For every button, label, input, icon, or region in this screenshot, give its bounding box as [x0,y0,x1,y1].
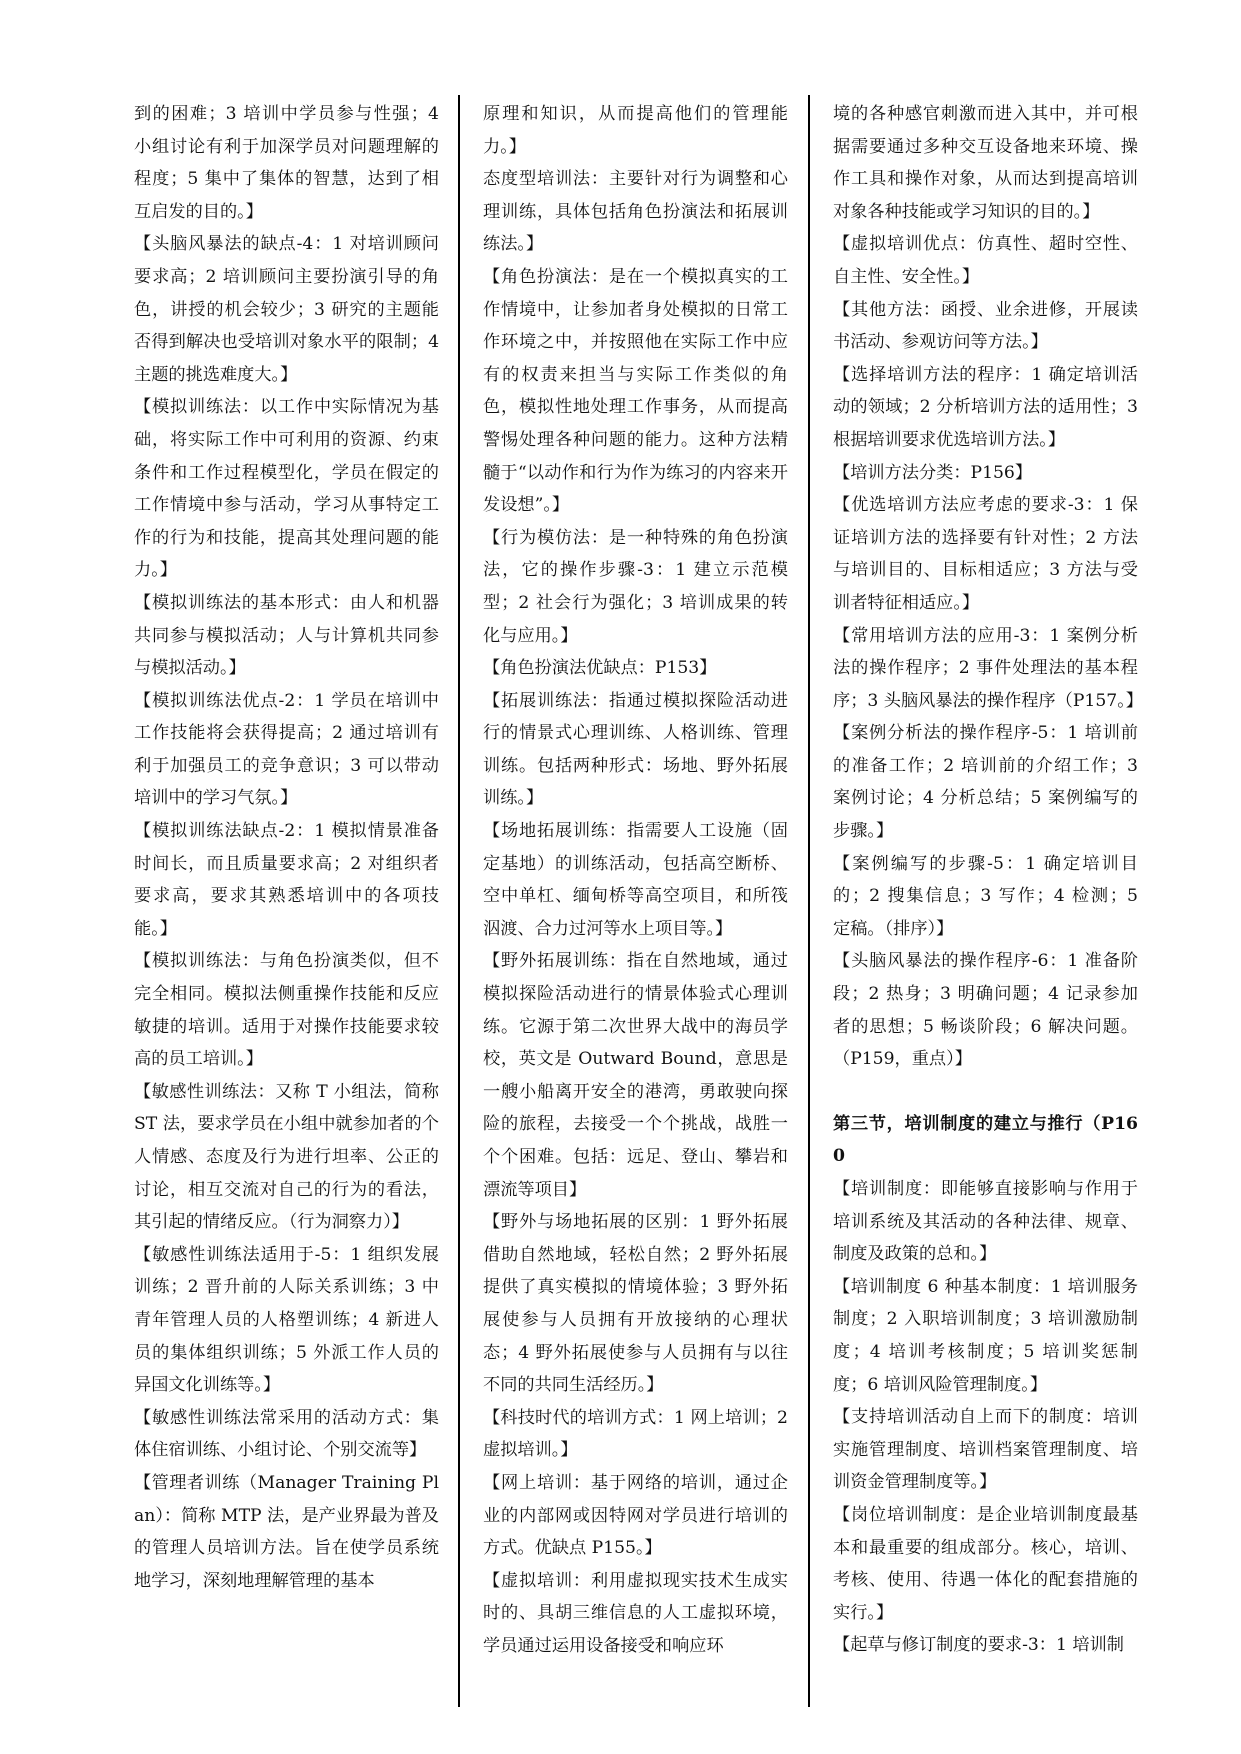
paragraph: 【角色扮演法优缺点：P153】 [483,658,717,679]
paragraph: 【野外拓展训练：指在自然地域，通过模拟探险活动进行的情景体验式心理训练。它源于第二次世界大战中的海员学校，英文是 Outward Bound，意思是一艘小船离开安全的港湾，勇敢驶向探险的旅程，去接受一个个挑战，战胜一个个困难。包括：远足、登山、攀岩和漂流等项目】 [483,951,788,1200]
paragraph: 【模拟训练法：以工作中实际情况为基础，将实际工作中可利用的资源、约束条件和工作过程模型化，学员在假定的工作情境中参与活动，学习从事特定工作的行为和技能，提高其处理问题的能力。】 [134,397,439,581]
paragraph: 【场地拓展训练：指需要人工设施（固定基地）的训练活动，包括高空断桥、空中单杠、缅甸桥等高空项目，和所筏泅渡、合力过河等水上项目等。】 [483,821,788,939]
paragraph: 【网上培训：基于网络的培训，通过企业的内部网或因特网对学员进行培训的方式。优缺点 P155。】 [483,1472,788,1559]
column-divider [458,95,460,1707]
text-column-right [833,98,1143,1662]
paragraph: 【模拟训练法优点-2：1 学员在培训中工作技能将会获得提高；2 通过培训有利于加强员工的竞争意识；3 可以带动培训中的学习气氛。】 [134,690,439,809]
text-column-left [134,98,439,1597]
paragraph: 【野外与场地拓展的区别：1 野外拓展借助自然地域，轻松自然；2 野外拓展提供了真实模拟的情境体验；3 野外拓展使参与人员拥有开放接纳的心理状态；4 野外拓展使参与人员拥有与以往不同的共同生活经历。】 [483,1212,788,1396]
paragraph: 【头脑风暴法的操作程序-6：1 准备阶段；2 热身；3 明确问题；4 记录参加者的思想；5 畅谈阶段；6 解决问题。（P159，重点）】 [833,951,1138,1070]
paragraph: 【支持培训活动自上而下的制度：培训实施管理制度、培训档案管理制度、培训资金管理制度等。】 [833,1407,1138,1493]
paragraph: 【模拟训练法缺点-2：1 模拟情景准备时间长，而且质量要求高；2 对组织者要求高，要求其熟悉培训中的各项技能。】 [134,821,439,939]
paragraph: 【岗位培训制度：是企业培训制度最基本和最重要的组成部分。核心，培训、考核、使用、待遇一体化的配套措施的实行。】 [833,1504,1138,1623]
paragraph: 【培训制度 6 种基本制度：1 培训服务制度；2 入职培训制度；3 培训激励制度；4 培训考核制度；5 培训奖惩制度；6 培训风险管理制度。】 [833,1276,1138,1395]
paragraph: 【选择培训方法的程序：1 确定培训活动的领域；2 分析培训方法的适用性；3 根据培训要求优选培训方法。】 [833,364,1138,450]
paragraph: 态度型培训法：主要针对行为调整和心理训练，具体包括角色扮演法和拓展训练法。】 [483,169,788,255]
paragraph: 【案例分析法的操作程序-5：1 培训前的准备工作；2 培训前的介绍工作；3 案例讨论；4 分析总结；5 案例编写的步骤。】 [833,723,1138,842]
paragraph: 【模拟训练法的基本形式：由人和机器共同参与模拟活动；人与计算机共同参与模拟活动。】 [134,592,439,679]
column-divider [808,95,810,1707]
paragraph: 【常用培训方法的应用-3：1 案例分析法的操作程序；2 事件处理法的基本程序；3 头脑风暴法的操作程序（P157。】 [833,625,1143,711]
paragraph: 【起草与修订制度的要求-3：1 培训制 [833,1635,1124,1656]
paragraph: 【敏感性训练法适用于-5：1 组织发展训练；2 晋升前的人际关系训练；3 中青年管理人员的人格塑训练；4 新进人员的集体组织训练；5 外派工作人员的异国文化训练等。】 [134,1244,439,1396]
paragraph: 【科技时代的培训方式：1 网上培训；2 虚拟培训。】 [483,1407,788,1461]
paragraph: 【角色扮演法：是在一个模拟真实的工作情境中，让参加者身处模拟的日常工作环境之中，并按照他在实际工作中应有的权责来担当与实际工作类似的角色，模拟性地处理工作事务，从而提高警惕处理各种问题的能力。这种方法精髓于“以动作和行为作为练习的内容来开发设想”。】 [483,266,788,516]
paragraph: 原理和知识，从而提高他们的管理能力。】 [483,104,788,157]
paragraph: 【优选培训方法应考虑的要求-3：1 保证培训方法的选择要有针对性；2 方法与培训目的、目标相适应；3 方法与受训者特征相适应。】 [833,495,1138,613]
paragraph: 【敏感性训练法：又称 T 小组法，简称 ST 法，要求学员在小组中就参加者的个人情感、态度及行为进行坦率、公正的讨论，相互交流对自己的行为的看法，其引起的情绪反应。（行为洞察力）】 [134,1081,439,1233]
paragraph: 【敏感性训练法常采用的活动方式：集体住宿训练、小组讨论、个别交流等】 [134,1407,439,1461]
paragraph: 境的各种感官刺激而进入其中，并可根据需要通过多种交互设备地来环境、操作工具和操作对象，从而达到提高培训对象各种技能或学习知识的目的。】 [833,104,1138,222]
paragraph: 【培训方法分类：P156】 [833,462,1033,483]
paragraph: 【模拟训练法：与角色扮演类似，但不完全相同。模拟法侧重操作技能和反应敏捷的培训。适用于对操作技能要求较高的员工培训。】 [134,951,439,1070]
paragraph: 【头脑风暴法的缺点-4：1 对培训顾问要求高；2 培训顾问主要扮演引导的角色，讲授的机会较少；3 研究的主题能否得到解决也受培训对象水平的限制；4 主题的挑选难度大。】 [134,234,439,385]
text-column-middle [483,98,788,1663]
paragraph: 【其他方法：函授、业余进修，开展读书活动、参观访问等方法。】 [833,299,1138,353]
paragraph: 【虚拟培训：利用虚拟现实技术生成实时的、具胡三维信息的人工虚拟环境，学员通过运用设备接受和响应环 [483,1570,788,1656]
paragraph: 【虚拟培训优点：仿真性、超时空性、自主性、安全性。】 [833,234,1138,287]
paragraph: 【拓展训练法：指通过模拟探险活动进行的情景式心理训练、人格训练、管理训练。包括两种形式：场地、野外拓展训练。】 [483,690,788,809]
paragraph: 【行为模仿法：是一种特殊的角色扮演法，它的操作步骤-3：1 建立示范模型；2 社会行为强化；3 培训成果的转化与应用。】 [483,527,788,646]
paragraph: 【培训制度：即能够直接影响与作用于培训系统及其活动的各种法律、规章、制度及政策的总和。】 [833,1179,1138,1265]
paragraph: 【案例编写的步骤-5：1 确定培训目的；2 搜集信息；3 写作；4 检测；5 定稿。（排序）】 [833,853,1138,939]
paragraph: 【管理者训练（Manager Training Plan）：简称 MTP 法，是产业界最为普及的管理人员培训方法。旨在使学员系统地学习，深刻地理解管理的基本 [134,1472,439,1591]
paragraph: 到的困难；3 培训中学员参与性强；4 小组讨论有利于加深学员对问题理解的程度；5 集中了集体的智慧，达到了相互启发的目的。】 [134,104,439,222]
section-heading: 第三节，培训制度的建立与推行（P160 [833,1113,1138,1167]
